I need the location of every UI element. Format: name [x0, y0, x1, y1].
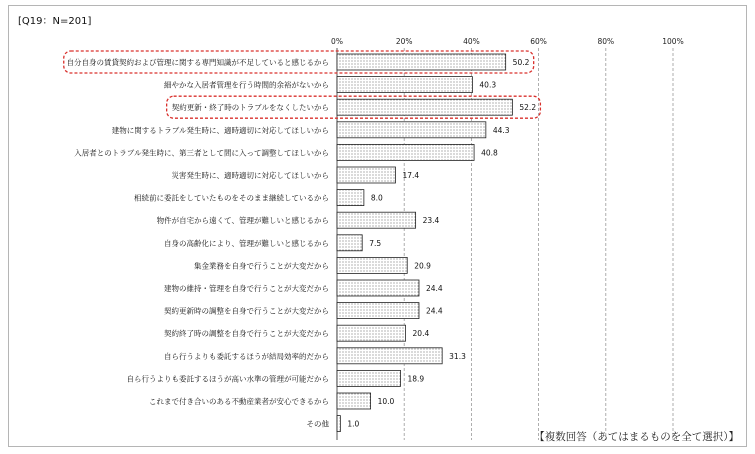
bar: [337, 77, 472, 93]
question-label: [Q19：N=201]: [18, 16, 92, 27]
value-label: 10.0: [377, 397, 395, 406]
bar: [337, 122, 486, 138]
category-label: 相続前に委託をしていたものをそのまま継続しているから: [134, 193, 329, 203]
bar: [337, 257, 407, 273]
value-label: 31.3: [449, 351, 466, 361]
bar: [337, 280, 419, 296]
value-label: 23.4: [422, 216, 440, 226]
bar: [337, 144, 474, 160]
category-label: 契約終了時の調整を自身で行うことが大変だから: [164, 329, 329, 339]
bar: [337, 416, 340, 432]
value-label: 44.3: [492, 125, 510, 135]
value-label: 24.4: [425, 306, 443, 316]
bar: [337, 303, 419, 319]
value-label: 8.0: [370, 193, 383, 203]
x-tick-label: 80%: [597, 37, 615, 46]
value-label: 20.4: [412, 329, 430, 339]
category-label: 契約更新時の調整を自身で行うことが大変だから: [164, 306, 329, 316]
bar: [337, 54, 506, 70]
footnote: 【複数回答（あてはまるものを全て選択）】: [534, 431, 739, 443]
bar: [337, 393, 371, 409]
category-label: これまで付き合いのある不動産業者が安心できるから: [149, 397, 329, 406]
category-label: 災害発生時に、適時適切に対応してほしいから: [171, 171, 329, 180]
category-label: 物件が自宅から遠くて、管理が難しいと感じるから: [156, 216, 329, 226]
value-label: 7.5: [369, 238, 382, 248]
category-label: その他: [306, 419, 329, 429]
category-label: 建物の維持・管理を自身で行うことが大変だから: [164, 284, 329, 293]
value-label: 50.2: [512, 58, 530, 67]
category-label: 自身の高齢化により、管理が難しいと感じるから: [164, 238, 329, 248]
category-label: 自ら行うよりも委託するほうが結局効率的だから: [164, 351, 329, 361]
value-label: 1.0: [347, 419, 360, 429]
bar: [337, 325, 406, 341]
x-tick-label: 20%: [395, 37, 413, 46]
category-label: 自分自身の賃貸契約および管理に関する専門知識が不足していると感じるから: [66, 58, 329, 67]
bar: [337, 348, 442, 364]
bar: [337, 212, 416, 228]
value-label: 17.4: [402, 171, 420, 180]
x-tick-label: 100%: [662, 37, 684, 46]
value-label: 40.3: [479, 80, 497, 90]
value-label: 40.8: [481, 148, 498, 158]
bar: [337, 99, 512, 115]
category-label: 集金業務を自身で行うことが大変だから: [194, 261, 329, 271]
value-label: 52.2: [519, 103, 537, 113]
bar: [337, 190, 364, 206]
value-label: 18.9: [407, 374, 425, 384]
category-label: 細やかな入居者管理を行う時間的余裕がないから: [164, 80, 329, 90]
x-tick-label: 0%: [331, 37, 343, 46]
value-label: 20.9: [414, 261, 431, 271]
category-label: 自ら行うよりも委託するほうが高い水準の管理が可能だから: [126, 374, 329, 384]
x-tick-label: 60%: [530, 37, 547, 46]
bar: [337, 167, 395, 183]
x-tick-label: 40%: [463, 37, 480, 46]
value-label: 24.4: [425, 284, 443, 293]
bar: [337, 235, 362, 251]
category-label: 建物に関するトラブル発生時に、適時適切に対応してほしいから: [111, 125, 329, 135]
category-label: 契約更新・終了時のトラブルをなくしたいから: [171, 103, 329, 113]
bar: [337, 370, 401, 386]
category-label: 入居者とのトラブル発生時に、第三者として間に入って調整してほしいから: [74, 148, 329, 158]
